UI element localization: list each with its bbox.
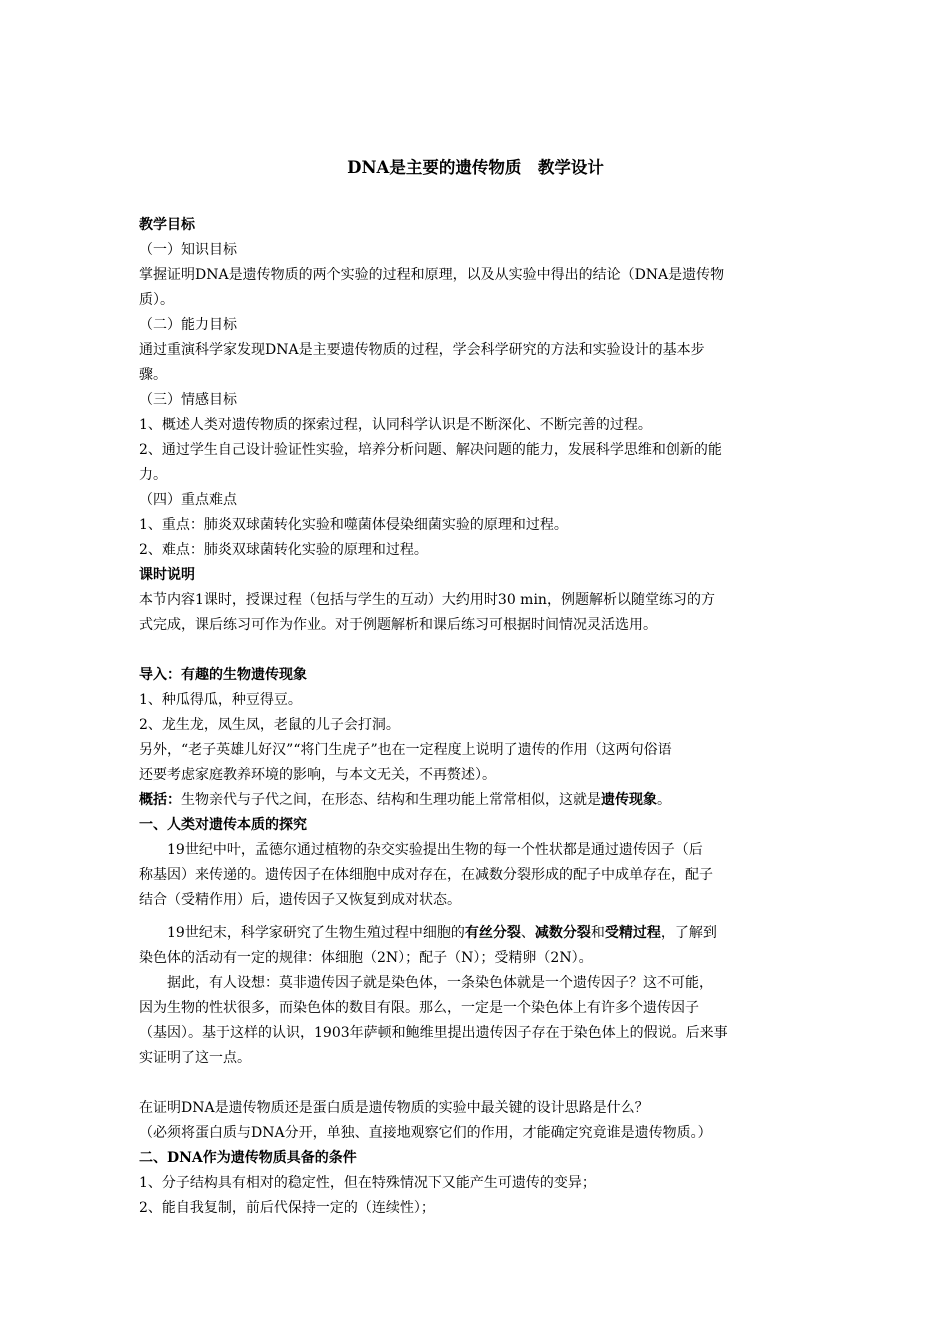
intro-heading: 导入：有趣的生物遗传现象 [139,667,307,683]
term-meiosis: 减数分裂 [534,925,591,941]
paragraph-line: 另外，“老子英雄儿好汉”“将门生虎子”也在一定程度上说明了遗传的作用（这两句俗语 [139,742,672,758]
section2-heading: 二、DNA作为遗传物质具备的条件 [139,1150,357,1166]
paragraph-line: 式完成，课后练习可作为作业。对于例题解析和课后练习可根据时间情况灵活选用。 [139,617,657,633]
paragraph-line [139,921,812,946]
list-item: 1、重点：肺炎双球菌转化实验和噬菌体侵染细菌实验的原理和过程。 [139,517,568,533]
text-run: 、 [520,925,535,941]
ability-heading: （二）能力目标 [139,317,237,333]
summary-term: 遗传现象 [601,792,657,808]
paragraph-line: 还要考虑家庭教养环境的影响，与本文无关，不再赘述）。 [139,767,496,783]
list-item: 2、难点：肺炎双球菌转化实验的原理和过程。 [139,542,428,558]
list-item: 1、概述人类对遗传物质的探索过程，认同科学认识是不断深化、不断完善的过程。 [139,417,652,433]
paragraph-line: 因为生物的性状很多，而染色体的数目有限。那么，一定是一个染色体上有许多个遗传因子 [139,1000,699,1016]
period-heading: 课时说明 [139,567,195,583]
emotion-heading: （三）情感目标 [139,392,237,408]
term-fertilization: 受精过程 [604,925,661,941]
term-mitosis: 有丝分裂 [464,925,521,941]
list-item: 力。 [139,467,167,483]
paragraph-line: 本节内容1课时，授课过程（包括与学生的互动）大约用时30 min，例题解析以随堂练习的方 [139,592,715,608]
document-body [139,213,812,1221]
document-title: DNA是主要的遗传物质 教学设计 [347,158,604,177]
list-item: 1、分子结构具有相对的稳定性，但在特殊情况下又能产生可遗传的变异； [139,1175,596,1191]
list-item: 1、种瓜得瓜，种豆得豆。 [139,692,302,708]
text-run: 19世纪末，科学家研究了生物生殖过程中细胞的 [167,925,465,941]
paragraph-line: 19世纪中叶，孟德尔通过植物的杂交实验提出生物的每一个性状都是通过遗传因子（后 [167,842,703,858]
paragraph-line: 骤。 [139,367,167,383]
paragraph-line: 结合（受精作用）后，遗传因子又恢复到成对状态。 [139,892,461,908]
paragraph-line: 染色体的活动有一定的规律：体细胞（2N）；配子（N）；受精卵（2N）。 [139,950,593,966]
spacer [139,913,812,921]
goals-heading: 教学目标 [139,217,195,233]
spacer [139,638,812,663]
paragraph-line: 掌握证明DNA是遗传物质的两个实验的过程和原理，以及从实验中得出的结论（DNA是遗传物 [139,267,725,283]
answer-line: （必须将蛋白质与DNA分开，单独、直接地观察它们的作用，才能确定究竟谁是遗传物质。） [139,1125,712,1141]
section1-heading: 一、人类对遗传本质的探究 [139,817,307,833]
text-run: 和 [590,925,605,941]
summary-text: 生物亲代与子代之间，在形态、结构和生理功能上常常相似，这就是 [181,792,601,808]
paragraph-line: 据此，有人设想：莫非遗传因子就是染色体，一条染色体就是一个遗传因子？这不可能， [167,975,713,991]
summary-line [139,788,812,813]
spacer [139,1071,812,1096]
paragraph-line: 实证明了这一点。 [139,1050,251,1066]
key-points-heading: （四）重点难点 [139,492,237,508]
list-item: 2、能自我复制，前后代保持一定的（连续性）； [139,1200,435,1216]
question-line: 在证明DNA是遗传物质还是蛋白质是遗传物质的实验中最关键的设计思路是什么？ [139,1100,649,1116]
summary-label: 概括： [139,792,181,808]
paragraph-line: （基因）。基于这样的认识，1903年萨顿和鲍维里提出遗传因子存在于染色体上的假说。后来事 [139,1025,728,1041]
paragraph-line: 称基因）来传递的。遗传因子在体细胞中成对存在，在减数分裂形成的配子中成单存在，配子 [139,867,713,883]
list-item: 2、通过学生自己设计验证性实验，培养分析问题、解决问题的能力，发展科学思维和创新的能 [139,442,722,458]
paragraph-line: 通过重演科学家发现DNA是主要遗传物质的过程，学会科学研究的方法和实验设计的基本步 [139,342,705,358]
list-item: 2、龙生龙，凤生凤，老鼠的儿子会打洞。 [139,717,400,733]
text-run: ，了解到 [660,925,717,941]
summary-end: 。 [657,792,671,808]
knowledge-heading: （一）知识目标 [139,242,237,258]
paragraph-line: 质）。 [139,292,174,308]
